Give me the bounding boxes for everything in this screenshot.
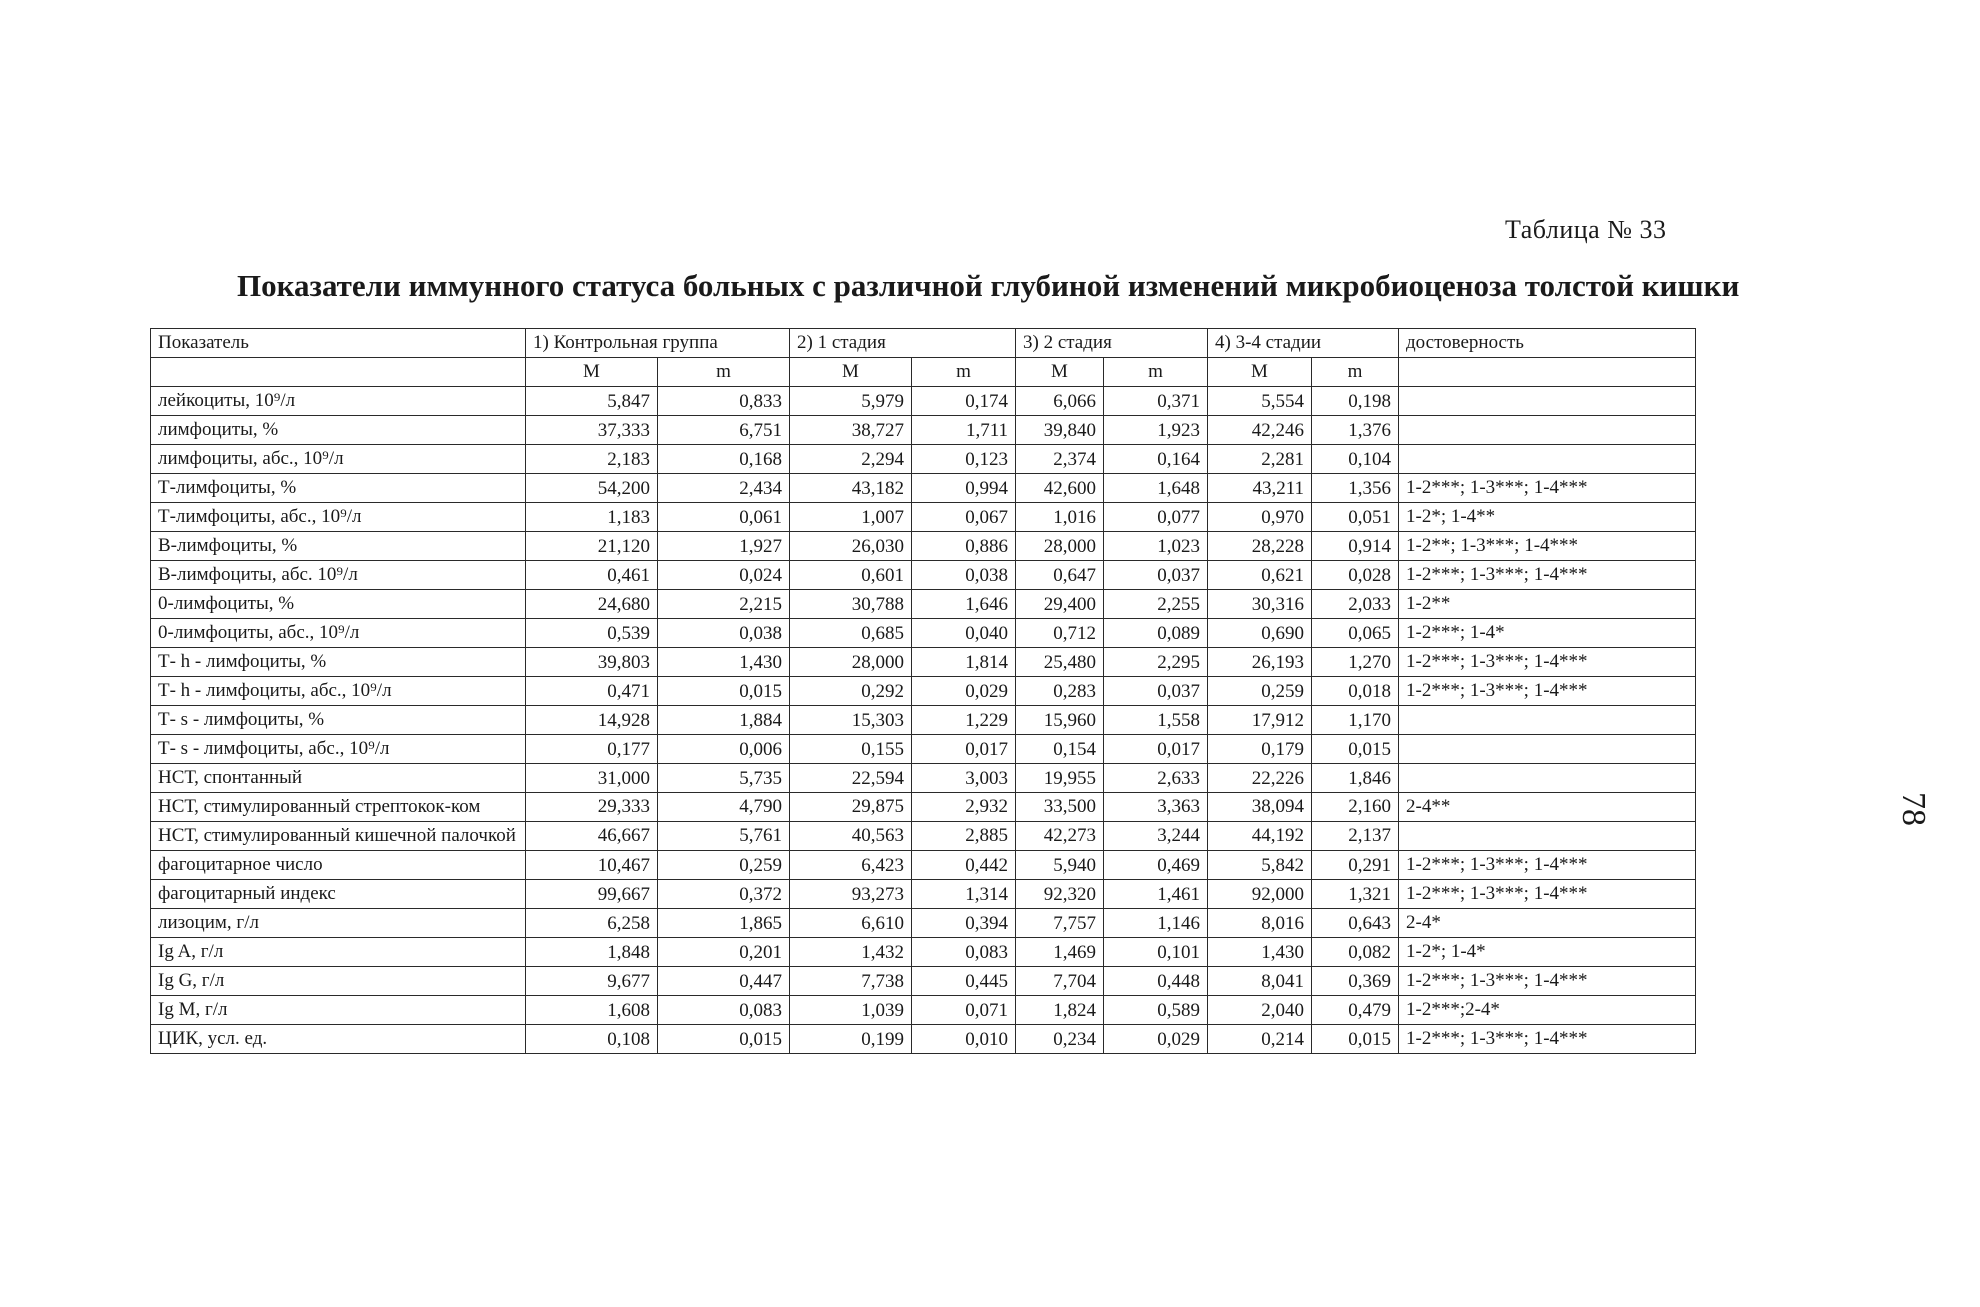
cell-error: 0,077 <box>1104 503 1208 532</box>
subheader-M: M <box>790 358 912 387</box>
significance-cell: 1-2*; 1-4** <box>1399 503 1696 532</box>
cell-error: 2,033 <box>1312 590 1399 619</box>
row-label: Т-лимфоциты, % <box>151 474 526 503</box>
table-row <box>151 677 1696 706</box>
cell-mean: 22,226 <box>1208 764 1312 793</box>
table-row <box>151 648 1696 677</box>
cell-error: 0,015 <box>658 1025 790 1054</box>
immune-status-table <box>150 328 1696 1054</box>
cell-mean: 0,690 <box>1208 619 1312 648</box>
cell-mean: 5,940 <box>1016 851 1104 880</box>
significance-cell: 1-2***; 1-3***; 1-4*** <box>1399 648 1696 677</box>
cell-error: 1,648 <box>1104 474 1208 503</box>
subheader-m: m <box>1312 358 1399 387</box>
cell-error: 3,003 <box>912 764 1016 793</box>
cell-error: 0,442 <box>912 851 1016 880</box>
cell-mean: 0,154 <box>1016 735 1104 764</box>
cell-mean: 10,467 <box>526 851 658 880</box>
significance-cell: 1-2**; 1-3***; 1-4*** <box>1399 532 1696 561</box>
significance-cell: 1-2***;2-4* <box>1399 996 1696 1025</box>
cell-mean: 93,273 <box>790 880 912 909</box>
cell-mean: 40,563 <box>790 822 912 851</box>
cell-error: 1,865 <box>658 909 790 938</box>
cell-mean: 0,292 <box>790 677 912 706</box>
table-row <box>151 619 1696 648</box>
cell-error: 2,434 <box>658 474 790 503</box>
cell-error: 1,229 <box>912 706 1016 735</box>
cell-mean: 2,183 <box>526 445 658 474</box>
header-empty <box>151 358 526 387</box>
cell-mean: 28,000 <box>1016 532 1104 561</box>
table-body <box>151 387 1696 1054</box>
cell-mean: 39,803 <box>526 648 658 677</box>
subheader-m: m <box>658 358 790 387</box>
row-label: Ig G, г/л <box>151 967 526 996</box>
cell-mean: 14,928 <box>526 706 658 735</box>
cell-error: 0,643 <box>1312 909 1399 938</box>
significance-cell: 1-2***; 1-3***; 1-4*** <box>1399 677 1696 706</box>
cell-mean: 8,016 <box>1208 909 1312 938</box>
cell-mean: 42,273 <box>1016 822 1104 851</box>
subheader-M: M <box>1016 358 1104 387</box>
cell-error: 0,015 <box>1312 735 1399 764</box>
cell-mean: 6,066 <box>1016 387 1104 416</box>
cell-mean: 99,667 <box>526 880 658 909</box>
cell-mean: 0,177 <box>526 735 658 764</box>
cell-error: 0,886 <box>912 532 1016 561</box>
cell-mean: 15,960 <box>1016 706 1104 735</box>
row-label: Ig A, г/л <box>151 938 526 967</box>
significance-cell <box>1399 445 1696 474</box>
cell-error: 0,010 <box>912 1025 1016 1054</box>
cell-mean: 0,461 <box>526 561 658 590</box>
row-label: Ig M, г/л <box>151 996 526 1025</box>
cell-error: 1,321 <box>1312 880 1399 909</box>
table-row <box>151 532 1696 561</box>
significance-cell <box>1399 416 1696 445</box>
cell-mean: 5,847 <box>526 387 658 416</box>
cell-mean: 43,211 <box>1208 474 1312 503</box>
cell-error: 0,445 <box>912 967 1016 996</box>
table-row <box>151 967 1696 996</box>
cell-error: 2,885 <box>912 822 1016 851</box>
row-label: Т- h - лимфоциты, абс., 10⁹/л <box>151 677 526 706</box>
table-row <box>151 793 1696 822</box>
cell-mean: 0,647 <box>1016 561 1104 590</box>
cell-error: 0,123 <box>912 445 1016 474</box>
cell-mean: 0,234 <box>1016 1025 1104 1054</box>
cell-error: 0,038 <box>912 561 1016 590</box>
table-row <box>151 938 1696 967</box>
cell-mean: 26,030 <box>790 532 912 561</box>
cell-mean: 0,970 <box>1208 503 1312 532</box>
cell-mean: 92,320 <box>1016 880 1104 909</box>
cell-error: 0,372 <box>658 880 790 909</box>
cell-mean: 92,000 <box>1208 880 1312 909</box>
cell-mean: 15,303 <box>790 706 912 735</box>
cell-error: 0,994 <box>912 474 1016 503</box>
cell-mean: 9,677 <box>526 967 658 996</box>
table-row <box>151 416 1696 445</box>
cell-mean: 0,108 <box>526 1025 658 1054</box>
header-group-stage-2: 3) 2 стадия <box>1016 329 1208 358</box>
cell-mean: 1,432 <box>790 938 912 967</box>
cell-error: 1,558 <box>1104 706 1208 735</box>
row-label: фагоцитарный индекс <box>151 880 526 909</box>
row-label: Т-лимфоциты, абс., 10⁹/л <box>151 503 526 532</box>
cell-error: 0,101 <box>1104 938 1208 967</box>
row-label: В-лимфоциты, % <box>151 532 526 561</box>
cell-mean: 0,155 <box>790 735 912 764</box>
cell-error: 2,633 <box>1104 764 1208 793</box>
cell-error: 0,061 <box>658 503 790 532</box>
significance-cell: 1-2** <box>1399 590 1696 619</box>
table-row <box>151 387 1696 416</box>
cell-error: 1,711 <box>912 416 1016 445</box>
cell-mean: 38,727 <box>790 416 912 445</box>
cell-error: 0,067 <box>912 503 1016 532</box>
cell-mean: 1,430 <box>1208 938 1312 967</box>
cell-mean: 1,608 <box>526 996 658 1025</box>
cell-mean: 0,471 <box>526 677 658 706</box>
cell-error: 2,255 <box>1104 590 1208 619</box>
cell-mean: 0,712 <box>1016 619 1104 648</box>
cell-error: 0,006 <box>658 735 790 764</box>
cell-error: 0,089 <box>1104 619 1208 648</box>
table-row <box>151 1025 1696 1054</box>
cell-error: 0,394 <box>912 909 1016 938</box>
subheader-m: m <box>912 358 1016 387</box>
cell-error: 0,017 <box>912 735 1016 764</box>
cell-error: 0,082 <box>1312 938 1399 967</box>
cell-error: 0,029 <box>1104 1025 1208 1054</box>
cell-error: 0,201 <box>658 938 790 967</box>
significance-cell: 1-2***; 1-3***; 1-4*** <box>1399 851 1696 880</box>
cell-error: 1,814 <box>912 648 1016 677</box>
row-label: фагоцитарное число <box>151 851 526 880</box>
cell-error: 1,923 <box>1104 416 1208 445</box>
table-row <box>151 764 1696 793</box>
row-label: 0-лимфоциты, % <box>151 590 526 619</box>
row-label: лимфоциты, % <box>151 416 526 445</box>
cell-mean: 2,374 <box>1016 445 1104 474</box>
cell-error: 1,846 <box>1312 764 1399 793</box>
cell-error: 6,751 <box>658 416 790 445</box>
cell-error: 1,023 <box>1104 532 1208 561</box>
cell-mean: 42,600 <box>1016 474 1104 503</box>
cell-error: 5,735 <box>658 764 790 793</box>
cell-error: 0,369 <box>1312 967 1399 996</box>
cell-error: 2,295 <box>1104 648 1208 677</box>
cell-mean: 43,182 <box>790 474 912 503</box>
cell-mean: 1,039 <box>790 996 912 1025</box>
cell-error: 2,137 <box>1312 822 1399 851</box>
cell-error: 0,017 <box>1104 735 1208 764</box>
cell-error: 0,447 <box>658 967 790 996</box>
cell-mean: 2,040 <box>1208 996 1312 1025</box>
row-label: лизоцим, г/л <box>151 909 526 938</box>
cell-mean: 2,281 <box>1208 445 1312 474</box>
cell-error: 0,038 <box>658 619 790 648</box>
cell-mean: 30,316 <box>1208 590 1312 619</box>
cell-error: 0,448 <box>1104 967 1208 996</box>
table-number: Таблица № 33 <box>1505 215 1667 244</box>
cell-mean: 1,848 <box>526 938 658 967</box>
cell-error: 0,833 <box>658 387 790 416</box>
table-row <box>151 735 1696 764</box>
cell-error: 1,646 <box>912 590 1016 619</box>
table-row <box>151 851 1696 880</box>
significance-cell: 1-2*; 1-4* <box>1399 938 1696 967</box>
cell-error: 2,215 <box>658 590 790 619</box>
cell-error: 0,015 <box>658 677 790 706</box>
cell-error: 0,071 <box>912 996 1016 1025</box>
table-row <box>151 996 1696 1025</box>
cell-mean: 22,594 <box>790 764 912 793</box>
cell-error: 0,198 <box>1312 387 1399 416</box>
cell-mean: 1,016 <box>1016 503 1104 532</box>
cell-mean: 1,183 <box>526 503 658 532</box>
cell-error: 0,174 <box>912 387 1016 416</box>
row-label: лейкоциты, 10⁹/л <box>151 387 526 416</box>
cell-error: 0,051 <box>1312 503 1399 532</box>
cell-error: 1,270 <box>1312 648 1399 677</box>
cell-error: 0,083 <box>912 938 1016 967</box>
cell-mean: 1,824 <box>1016 996 1104 1025</box>
cell-error: 0,589 <box>1104 996 1208 1025</box>
header-group-stage-1: 2) 1 стадия <box>790 329 1016 358</box>
significance-cell: 1-2***; 1-3***; 1-4*** <box>1399 967 1696 996</box>
cell-mean: 21,120 <box>526 532 658 561</box>
cell-error: 0,914 <box>1312 532 1399 561</box>
significance-cell <box>1399 764 1696 793</box>
cell-error: 1,884 <box>658 706 790 735</box>
cell-error: 0,469 <box>1104 851 1208 880</box>
cell-error: 0,018 <box>1312 677 1399 706</box>
cell-mean: 2,294 <box>790 445 912 474</box>
cell-mean: 0,179 <box>1208 735 1312 764</box>
cell-mean: 0,214 <box>1208 1025 1312 1054</box>
significance-cell: 2-4* <box>1399 909 1696 938</box>
cell-error: 0,015 <box>1312 1025 1399 1054</box>
row-label: 0-лимфоциты, абс., 10⁹/л <box>151 619 526 648</box>
cell-mean: 19,955 <box>1016 764 1104 793</box>
cell-mean: 25,480 <box>1016 648 1104 677</box>
header-empty <box>1399 358 1696 387</box>
cell-mean: 33,500 <box>1016 793 1104 822</box>
cell-mean: 0,539 <box>526 619 658 648</box>
row-label: Т- s - лимфоциты, абс., 10⁹/л <box>151 735 526 764</box>
cell-mean: 5,842 <box>1208 851 1312 880</box>
table-row <box>151 474 1696 503</box>
cell-error: 0,037 <box>1104 677 1208 706</box>
row-label: Т- h - лимфоциты, % <box>151 648 526 677</box>
cell-error: 0,291 <box>1312 851 1399 880</box>
table-row <box>151 445 1696 474</box>
significance-cell: 1-2***; 1-3***; 1-4*** <box>1399 561 1696 590</box>
table-row <box>151 880 1696 909</box>
cell-error: 0,029 <box>912 677 1016 706</box>
cell-mean: 6,423 <box>790 851 912 880</box>
cell-error: 1,461 <box>1104 880 1208 909</box>
cell-mean: 5,554 <box>1208 387 1312 416</box>
cell-error: 5,761 <box>658 822 790 851</box>
row-label: В-лимфоциты, абс. 10⁹/л <box>151 561 526 590</box>
cell-error: 0,168 <box>658 445 790 474</box>
cell-mean: 29,400 <box>1016 590 1104 619</box>
cell-mean: 29,875 <box>790 793 912 822</box>
significance-cell: 1-2***; 1-3***; 1-4*** <box>1399 1025 1696 1054</box>
cell-mean: 28,228 <box>1208 532 1312 561</box>
row-label: НСТ, стимулированный стрептокок-ком <box>151 793 526 822</box>
cell-mean: 54,200 <box>526 474 658 503</box>
row-label: ЦИК, усл. ед. <box>151 1025 526 1054</box>
cell-mean: 29,333 <box>526 793 658 822</box>
table-row <box>151 561 1696 590</box>
significance-cell: 1-2***; 1-4* <box>1399 619 1696 648</box>
cell-mean: 0,621 <box>1208 561 1312 590</box>
cell-error: 0,371 <box>1104 387 1208 416</box>
cell-mean: 39,840 <box>1016 416 1104 445</box>
cell-error: 0,164 <box>1104 445 1208 474</box>
cell-mean: 7,704 <box>1016 967 1104 996</box>
cell-mean: 37,333 <box>526 416 658 445</box>
significance-cell <box>1399 735 1696 764</box>
significance-cell <box>1399 387 1696 416</box>
cell-mean: 1,469 <box>1016 938 1104 967</box>
cell-error: 3,363 <box>1104 793 1208 822</box>
cell-error: 0,024 <box>658 561 790 590</box>
cell-mean: 0,283 <box>1016 677 1104 706</box>
cell-error: 1,170 <box>1312 706 1399 735</box>
cell-error: 4,790 <box>658 793 790 822</box>
cell-mean: 26,193 <box>1208 648 1312 677</box>
row-label: НСТ, стимулированный кишечной палочкой <box>151 822 526 851</box>
table-row <box>151 590 1696 619</box>
cell-mean: 0,259 <box>1208 677 1312 706</box>
subheader-M: M <box>526 358 658 387</box>
cell-error: 1,430 <box>658 648 790 677</box>
cell-mean: 0,685 <box>790 619 912 648</box>
cell-mean: 7,757 <box>1016 909 1104 938</box>
cell-mean: 30,788 <box>790 590 912 619</box>
cell-mean: 46,667 <box>526 822 658 851</box>
cell-error: 2,160 <box>1312 793 1399 822</box>
row-label: лимфоциты, абс., 10⁹/л <box>151 445 526 474</box>
cell-mean: 8,041 <box>1208 967 1312 996</box>
document-title: Показатели иммунного статуса больных с различной глубиной изменений микробиоценоза толстой кишки <box>237 268 1740 303</box>
cell-mean: 42,246 <box>1208 416 1312 445</box>
significance-cell <box>1399 822 1696 851</box>
cell-error: 0,040 <box>912 619 1016 648</box>
row-label: НСТ, спонтанный <box>151 764 526 793</box>
cell-mean: 24,680 <box>526 590 658 619</box>
cell-mean: 6,258 <box>526 909 658 938</box>
cell-error: 3,244 <box>1104 822 1208 851</box>
cell-error: 1,927 <box>658 532 790 561</box>
cell-error: 2,932 <box>912 793 1016 822</box>
significance-cell: 1-2***; 1-3***; 1-4*** <box>1399 474 1696 503</box>
cell-error: 0,083 <box>658 996 790 1025</box>
header-indicator: Показатель <box>151 329 526 358</box>
cell-mean: 6,610 <box>790 909 912 938</box>
cell-mean: 17,912 <box>1208 706 1312 735</box>
cell-error: 1,376 <box>1312 416 1399 445</box>
table-row <box>151 503 1696 532</box>
table-row <box>151 706 1696 735</box>
cell-error: 0,037 <box>1104 561 1208 590</box>
cell-error: 0,259 <box>658 851 790 880</box>
cell-mean: 7,738 <box>790 967 912 996</box>
cell-mean: 31,000 <box>526 764 658 793</box>
subheader-m: m <box>1104 358 1208 387</box>
cell-mean: 28,000 <box>790 648 912 677</box>
cell-mean: 0,199 <box>790 1025 912 1054</box>
cell-error: 0,104 <box>1312 445 1399 474</box>
cell-mean: 44,192 <box>1208 822 1312 851</box>
table-row <box>151 822 1696 851</box>
cell-error: 1,356 <box>1312 474 1399 503</box>
header-group-control: 1) Контрольная группа <box>526 329 790 358</box>
table-row <box>151 909 1696 938</box>
cell-error: 1,314 <box>912 880 1016 909</box>
cell-error: 0,479 <box>1312 996 1399 1025</box>
cell-mean: 0,601 <box>790 561 912 590</box>
header-group-stage-3-4: 4) 3-4 стадии <box>1208 329 1399 358</box>
row-label: Т- s - лимфоциты, % <box>151 706 526 735</box>
cell-mean: 1,007 <box>790 503 912 532</box>
cell-error: 0,065 <box>1312 619 1399 648</box>
cell-mean: 38,094 <box>1208 793 1312 822</box>
cell-error: 1,146 <box>1104 909 1208 938</box>
cell-mean: 5,979 <box>790 387 912 416</box>
significance-cell: 2-4** <box>1399 793 1696 822</box>
significance-cell <box>1399 706 1696 735</box>
page-number: 78 <box>1895 792 1932 826</box>
significance-cell: 1-2***; 1-3***; 1-4*** <box>1399 880 1696 909</box>
cell-error: 0,028 <box>1312 561 1399 590</box>
header-significance: достоверность <box>1399 329 1696 358</box>
subheader-M: M <box>1208 358 1312 387</box>
